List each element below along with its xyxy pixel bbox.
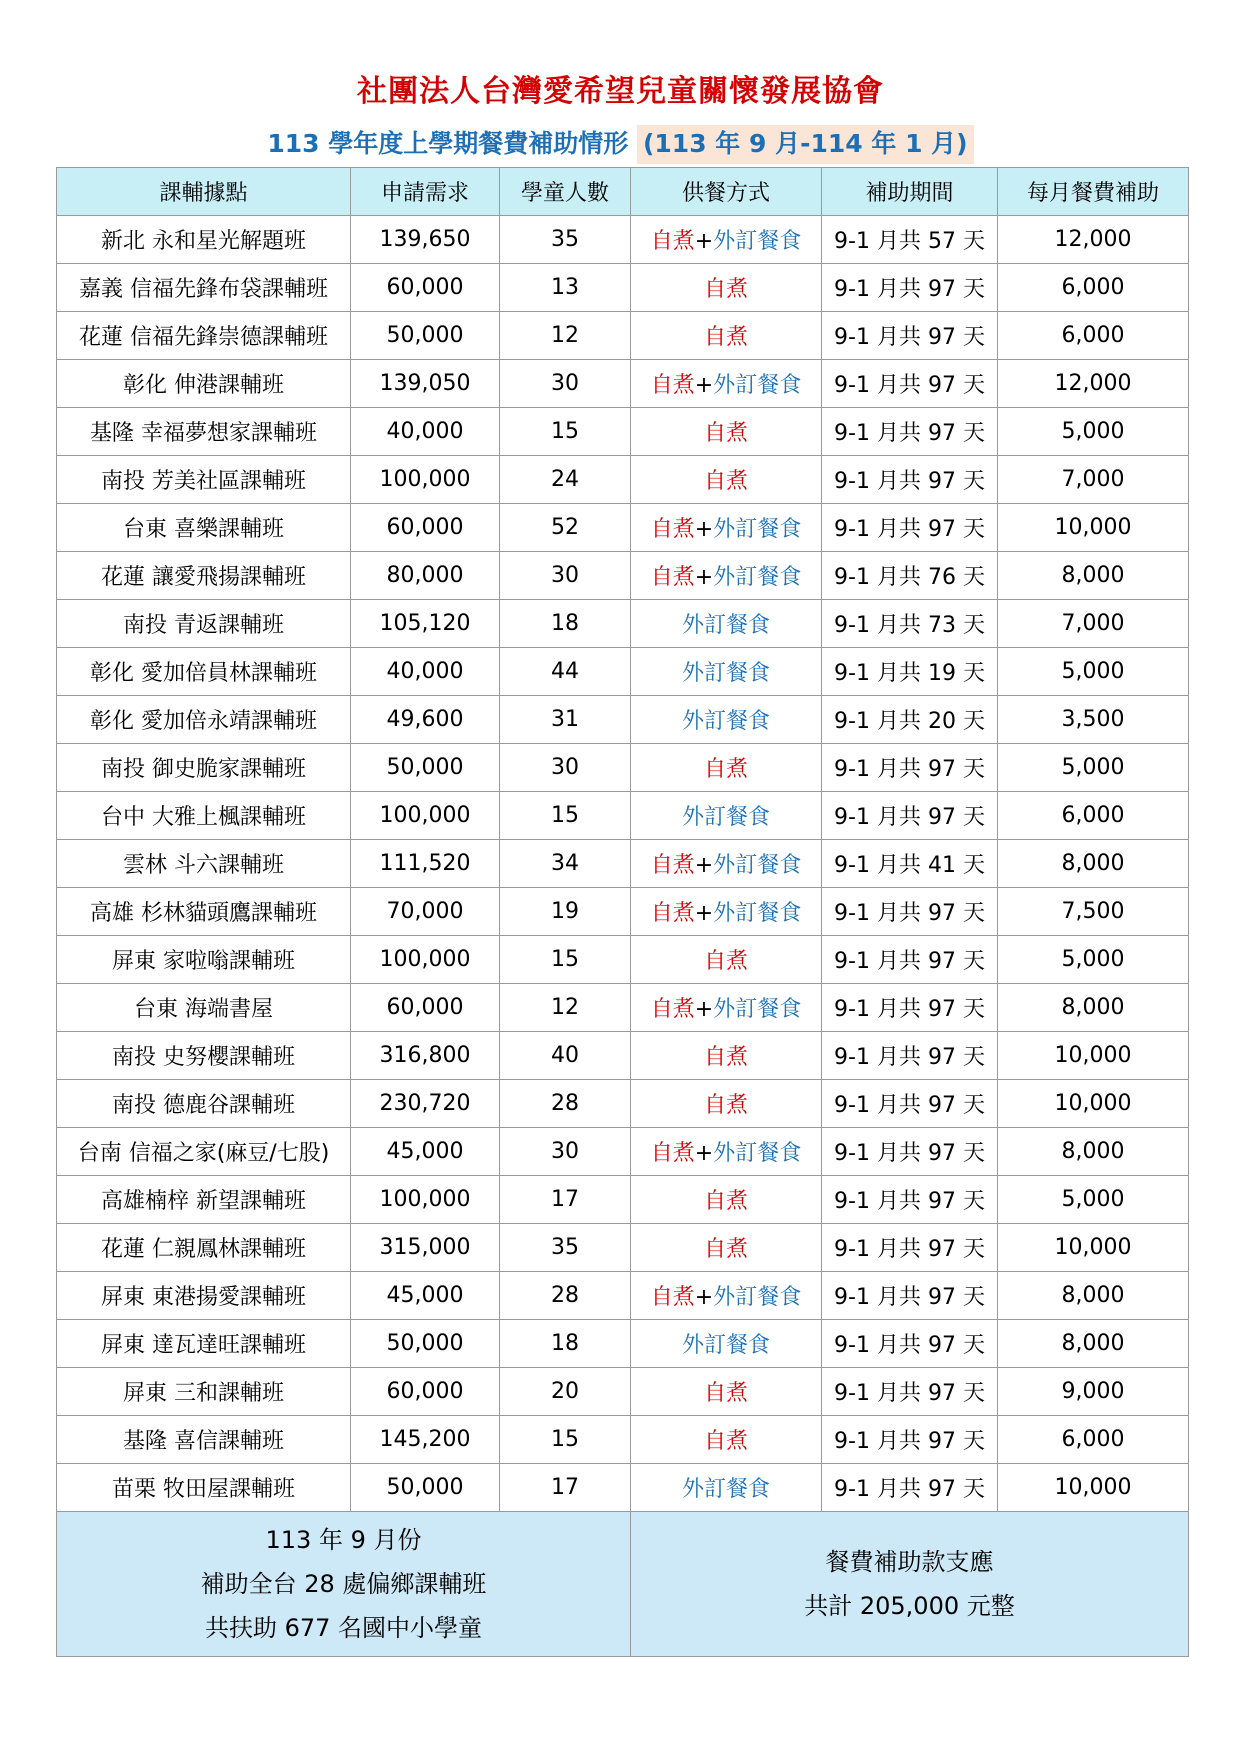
table-row <box>57 1176 1189 1224</box>
meal-plus-label: + <box>694 517 714 542</box>
student-count: 34 <box>500 840 631 888</box>
meal-self-label: 自煮 <box>650 373 695 398</box>
student-count: 44 <box>500 648 631 696</box>
monthly-subsidy: 6,000 <box>998 312 1189 360</box>
request-amount: 60,000 <box>351 504 500 552</box>
summary-children: 共扶助 677 名國中小學童 <box>204 1614 483 1642</box>
request-amount: 100,000 <box>351 456 500 504</box>
meal-outsourced-label: 外訂餐食 <box>681 1477 770 1502</box>
request-amount: 230,720 <box>351 1080 500 1128</box>
subsidy-period: 9-1 月共 97 天 <box>822 456 998 504</box>
table-row <box>57 792 1189 840</box>
request-amount: 45,000 <box>351 1128 500 1176</box>
site-name: 彰化 愛加倍永靖課輔班 <box>57 696 351 744</box>
table-row <box>57 1032 1189 1080</box>
meal-method <box>631 1080 822 1128</box>
meal-method <box>631 936 822 984</box>
request-amount: 49,600 <box>351 696 500 744</box>
table-row <box>57 1368 1189 1416</box>
student-count: 40 <box>500 1032 631 1080</box>
subsidy-period: 9-1 月共 97 天 <box>822 1416 998 1464</box>
subsidy-period: 9-1 月共 76 天 <box>822 552 998 600</box>
site-name: 新北 永和星光解題班 <box>57 216 351 264</box>
monthly-subsidy: 6,000 <box>998 264 1189 312</box>
site-name: 台中 大雅上楓課輔班 <box>57 792 351 840</box>
meal-plus-label: + <box>694 1141 714 1166</box>
subsidy-period: 9-1 月共 20 天 <box>822 696 998 744</box>
monthly-subsidy: 8,000 <box>998 984 1189 1032</box>
site-name: 南投 青返課輔班 <box>57 600 351 648</box>
summary-sites: 補助全台 28 處偏鄉課輔班 <box>200 1570 487 1598</box>
subsidy-period: 9-1 月共 97 天 <box>822 984 998 1032</box>
meal-self-label: 自煮 <box>703 277 748 302</box>
monthly-subsidy: 5,000 <box>998 408 1189 456</box>
header-students: 學童人數 <box>500 168 631 216</box>
table-row <box>57 1464 1189 1512</box>
monthly-subsidy: 9,000 <box>998 1368 1189 1416</box>
meal-method <box>631 696 822 744</box>
site-name: 苗栗 牧田屋課輔班 <box>57 1464 351 1512</box>
meal-method <box>631 744 822 792</box>
summary-total: 共計 205,000 元整 <box>804 1592 1015 1620</box>
monthly-subsidy: 8,000 <box>998 1128 1189 1176</box>
subsidy-period: 9-1 月共 97 天 <box>822 1272 998 1320</box>
monthly-subsidy: 5,000 <box>998 648 1189 696</box>
meal-method <box>631 984 822 1032</box>
meal-method <box>631 888 822 936</box>
request-amount: 315,000 <box>351 1224 500 1272</box>
meal-outsourced-label: 外訂餐食 <box>713 565 802 590</box>
table-row <box>57 1224 1189 1272</box>
table-row <box>57 312 1189 360</box>
meal-outsourced-label: 外訂餐食 <box>681 1333 770 1358</box>
student-count: 30 <box>500 360 631 408</box>
meal-outsourced-label: 外訂餐食 <box>713 1141 802 1166</box>
meal-plus-label: + <box>694 229 714 254</box>
student-count: 15 <box>500 408 631 456</box>
subtitle-main: 113 學年度上學期餐費補助情形 <box>267 129 629 158</box>
table-row <box>57 648 1189 696</box>
header-monthly-subsidy: 每月餐費補助 <box>998 168 1189 216</box>
site-name: 基隆 喜信課輔班 <box>57 1416 351 1464</box>
table-row <box>57 408 1189 456</box>
subsidy-period: 9-1 月共 97 天 <box>822 264 998 312</box>
meal-method <box>631 1032 822 1080</box>
subsidy-period: 9-1 月共 97 天 <box>822 312 998 360</box>
meal-self-label: 自煮 <box>703 1237 748 1262</box>
student-count: 17 <box>500 1464 631 1512</box>
meal-outsourced-label: 外訂餐食 <box>713 517 802 542</box>
request-amount: 60,000 <box>351 264 500 312</box>
site-name: 屏東 東港揚愛課輔班 <box>57 1272 351 1320</box>
student-count: 35 <box>500 216 631 264</box>
table-row <box>57 264 1189 312</box>
monthly-subsidy: 10,000 <box>998 1032 1189 1080</box>
meal-method <box>631 1320 822 1368</box>
student-count: 24 <box>500 456 631 504</box>
table-row <box>57 1320 1189 1368</box>
request-amount: 139,050 <box>351 360 500 408</box>
meal-self-label: 自煮 <box>703 1093 748 1118</box>
subsidy-period: 9-1 月共 97 天 <box>822 408 998 456</box>
monthly-subsidy: 5,000 <box>998 744 1189 792</box>
table-row <box>57 600 1189 648</box>
meal-plus-label: + <box>694 1285 714 1310</box>
student-count: 28 <box>500 1272 631 1320</box>
meal-outsourced-label: 外訂餐食 <box>681 709 770 734</box>
student-count: 18 <box>500 1320 631 1368</box>
monthly-subsidy: 10,000 <box>998 1080 1189 1128</box>
student-count: 15 <box>500 792 631 840</box>
meal-outsourced-label: 外訂餐食 <box>681 613 770 638</box>
header-meal-method: 供餐方式 <box>631 168 822 216</box>
site-name: 南投 芳美社區課輔班 <box>57 456 351 504</box>
subsidy-period: 9-1 月共 97 天 <box>822 1320 998 1368</box>
meal-self-label: 自煮 <box>703 469 748 494</box>
request-amount: 60,000 <box>351 1368 500 1416</box>
meal-outsourced-label: 外訂餐食 <box>713 997 802 1022</box>
meal-method <box>631 1368 822 1416</box>
request-amount: 80,000 <box>351 552 500 600</box>
table-row <box>57 1080 1189 1128</box>
meal-method <box>631 216 822 264</box>
meal-method <box>631 456 822 504</box>
request-amount: 111,520 <box>351 840 500 888</box>
site-name: 屏東 家啦嗡課輔班 <box>57 936 351 984</box>
student-count: 18 <box>500 600 631 648</box>
meal-self-label: 自煮 <box>703 949 748 974</box>
subsidy-period: 9-1 月共 97 天 <box>822 1032 998 1080</box>
meal-method <box>631 1464 822 1512</box>
site-name: 花蓮 仁親鳳林課輔班 <box>57 1224 351 1272</box>
meal-outsourced-label: 外訂餐食 <box>681 661 770 686</box>
meal-method <box>631 1176 822 1224</box>
header-request: 申請需求 <box>351 168 500 216</box>
request-amount: 316,800 <box>351 1032 500 1080</box>
subsidy-period: 9-1 月共 97 天 <box>822 1080 998 1128</box>
meal-self-label: 自煮 <box>650 1141 695 1166</box>
meal-method <box>631 1224 822 1272</box>
monthly-subsidy: 7,000 <box>998 600 1189 648</box>
table-row <box>57 1128 1189 1176</box>
student-count: 31 <box>500 696 631 744</box>
site-name: 彰化 伸港課輔班 <box>57 360 351 408</box>
subsidy-period: 9-1 月共 19 天 <box>822 648 998 696</box>
monthly-subsidy: 7,000 <box>998 456 1189 504</box>
site-name: 南投 德鹿谷課輔班 <box>57 1080 351 1128</box>
site-name: 雲林 斗六課輔班 <box>57 840 351 888</box>
meal-subsidy-table <box>56 167 1189 1657</box>
page-title: 社團法人台灣愛希望兒童關懷發展協會 <box>357 74 884 109</box>
request-amount: 139,650 <box>351 216 500 264</box>
request-amount: 100,000 <box>351 936 500 984</box>
monthly-subsidy: 3,500 <box>998 696 1189 744</box>
meal-self-label: 自煮 <box>703 1189 748 1214</box>
meal-method <box>631 648 822 696</box>
subsidy-period: 9-1 月共 97 天 <box>822 936 998 984</box>
student-count: 15 <box>500 936 631 984</box>
subsidy-period: 9-1 月共 57 天 <box>822 216 998 264</box>
table-row <box>57 456 1189 504</box>
meal-method <box>631 264 822 312</box>
site-name: 基隆 幸福夢想家課輔班 <box>57 408 351 456</box>
meal-outsourced-label: 外訂餐食 <box>713 853 802 878</box>
meal-method <box>631 840 822 888</box>
header-site: 課輔據點 <box>57 168 351 216</box>
table-row <box>57 1272 1189 1320</box>
meal-self-label: 自煮 <box>650 229 695 254</box>
meal-outsourced-label: 外訂餐食 <box>713 1285 802 1310</box>
table-row <box>57 504 1189 552</box>
monthly-subsidy: 12,000 <box>998 216 1189 264</box>
subsidy-period: 9-1 月共 97 天 <box>822 1464 998 1512</box>
site-name: 南投 御史脆家課輔班 <box>57 744 351 792</box>
student-count: 13 <box>500 264 631 312</box>
meal-method <box>631 1272 822 1320</box>
site-name: 南投 史努櫻課輔班 <box>57 1032 351 1080</box>
request-amount: 50,000 <box>351 1320 500 1368</box>
subsidy-period: 9-1 月共 97 天 <box>822 744 998 792</box>
meal-plus-label: + <box>694 373 714 398</box>
site-name: 屏東 達瓦達旺課輔班 <box>57 1320 351 1368</box>
student-count: 28 <box>500 1080 631 1128</box>
meal-self-label: 自煮 <box>703 1429 748 1454</box>
student-count: 12 <box>500 312 631 360</box>
table-row <box>57 984 1189 1032</box>
meal-method <box>631 1416 822 1464</box>
meal-self-label: 自煮 <box>703 1381 748 1406</box>
monthly-subsidy: 8,000 <box>998 552 1189 600</box>
meal-outsourced-label: 外訂餐食 <box>713 373 802 398</box>
table-row <box>57 216 1189 264</box>
site-name: 屏東 三和課輔班 <box>57 1368 351 1416</box>
student-count: 30 <box>500 552 631 600</box>
site-name: 高雄 杉林貓頭鷹課輔班 <box>57 888 351 936</box>
monthly-subsidy: 6,000 <box>998 1416 1189 1464</box>
meal-plus-label: + <box>694 565 714 590</box>
meal-self-label: 自煮 <box>650 997 695 1022</box>
meal-self-label: 自煮 <box>703 1045 748 1070</box>
monthly-subsidy: 10,000 <box>998 1464 1189 1512</box>
student-count: 15 <box>500 1416 631 1464</box>
request-amount: 50,000 <box>351 312 500 360</box>
subsidy-period: 9-1 月共 97 天 <box>822 792 998 840</box>
meal-method <box>631 1128 822 1176</box>
summary-row <box>57 1512 1189 1657</box>
site-name: 嘉義 信福先鋒布袋課輔班 <box>57 264 351 312</box>
summary-month: 113 年 9 月份 <box>265 1526 422 1554</box>
meal-self-label: 自煮 <box>703 421 748 446</box>
subsidy-period: 9-1 月共 41 天 <box>822 840 998 888</box>
subsidy-period: 9-1 月共 73 天 <box>822 600 998 648</box>
request-amount: 60,000 <box>351 984 500 1032</box>
table-row <box>57 840 1189 888</box>
monthly-subsidy: 5,000 <box>998 1176 1189 1224</box>
meal-method <box>631 504 822 552</box>
monthly-subsidy: 8,000 <box>998 840 1189 888</box>
student-count: 20 <box>500 1368 631 1416</box>
subsidy-period: 9-1 月共 97 天 <box>822 1128 998 1176</box>
monthly-subsidy: 8,000 <box>998 1272 1189 1320</box>
meal-outsourced-label: 外訂餐食 <box>713 901 802 926</box>
subtitle-period: (113 年 9 月-114 年 1 月) <box>637 125 974 164</box>
header-period: 補助期間 <box>822 168 998 216</box>
request-amount: 105,120 <box>351 600 500 648</box>
subsidy-period: 9-1 月共 97 天 <box>822 888 998 936</box>
table-row <box>57 360 1189 408</box>
monthly-subsidy: 12,000 <box>998 360 1189 408</box>
table-header-row <box>57 168 1189 216</box>
table-row <box>57 936 1189 984</box>
meal-self-label: 自煮 <box>650 1285 695 1310</box>
request-amount: 45,000 <box>351 1272 500 1320</box>
request-amount: 50,000 <box>351 1464 500 1512</box>
meal-plus-label: + <box>694 853 714 878</box>
site-name: 高雄楠梓 新望課輔班 <box>57 1176 351 1224</box>
monthly-subsidy: 10,000 <box>998 504 1189 552</box>
request-amount: 100,000 <box>351 1176 500 1224</box>
meal-method <box>631 408 822 456</box>
meal-self-label: 自煮 <box>650 517 695 542</box>
site-name: 台東 海端書屋 <box>57 984 351 1032</box>
request-amount: 40,000 <box>351 648 500 696</box>
request-amount: 50,000 <box>351 744 500 792</box>
monthly-subsidy: 6,000 <box>998 792 1189 840</box>
meal-plus-label: + <box>694 997 714 1022</box>
request-amount: 145,200 <box>351 1416 500 1464</box>
meal-method <box>631 600 822 648</box>
table-row <box>57 744 1189 792</box>
request-amount: 70,000 <box>351 888 500 936</box>
subsidy-period: 9-1 月共 97 天 <box>822 360 998 408</box>
student-count: 35 <box>500 1224 631 1272</box>
meal-self-label: 自煮 <box>650 853 695 878</box>
summary-left <box>57 1512 631 1657</box>
student-count: 30 <box>500 1128 631 1176</box>
site-name: 花蓮 信福先鋒崇德課輔班 <box>57 312 351 360</box>
table-row <box>57 552 1189 600</box>
site-name: 台東 喜樂課輔班 <box>57 504 351 552</box>
meal-method <box>631 360 822 408</box>
monthly-subsidy: 8,000 <box>998 1320 1189 1368</box>
subsidy-period: 9-1 月共 97 天 <box>822 1176 998 1224</box>
subsidy-period: 9-1 月共 97 天 <box>822 504 998 552</box>
site-name: 台南 信福之家(麻豆/七股) <box>57 1128 351 1176</box>
summary-right <box>631 1512 1189 1657</box>
student-count: 17 <box>500 1176 631 1224</box>
meal-method <box>631 792 822 840</box>
monthly-subsidy: 10,000 <box>998 1224 1189 1272</box>
meal-plus-label: + <box>694 901 714 926</box>
meal-self-label: 自煮 <box>650 565 695 590</box>
student-count: 19 <box>500 888 631 936</box>
table-row <box>57 888 1189 936</box>
student-count: 30 <box>500 744 631 792</box>
table-row <box>57 1416 1189 1464</box>
site-name: 花蓮 讓愛飛揚課輔班 <box>57 552 351 600</box>
meal-method <box>631 552 822 600</box>
site-name: 彰化 愛加倍員林課輔班 <box>57 648 351 696</box>
page-subtitle <box>0 124 1241 160</box>
subsidy-period: 9-1 月共 97 天 <box>822 1224 998 1272</box>
student-count: 12 <box>500 984 631 1032</box>
subsidy-period: 9-1 月共 97 天 <box>822 1368 998 1416</box>
meal-outsourced-label: 外訂餐食 <box>713 229 802 254</box>
table-row <box>57 696 1189 744</box>
summary-funding: 餐費補助款支應 <box>825 1548 994 1576</box>
meal-self-label: 自煮 <box>703 757 748 782</box>
request-amount: 40,000 <box>351 408 500 456</box>
meal-self-label: 自煮 <box>703 325 748 350</box>
monthly-subsidy: 5,000 <box>998 936 1189 984</box>
monthly-subsidy: 7,500 <box>998 888 1189 936</box>
request-amount: 100,000 <box>351 792 500 840</box>
meal-self-label: 自煮 <box>650 901 695 926</box>
meal-method <box>631 312 822 360</box>
student-count: 52 <box>500 504 631 552</box>
meal-outsourced-label: 外訂餐食 <box>681 805 770 830</box>
